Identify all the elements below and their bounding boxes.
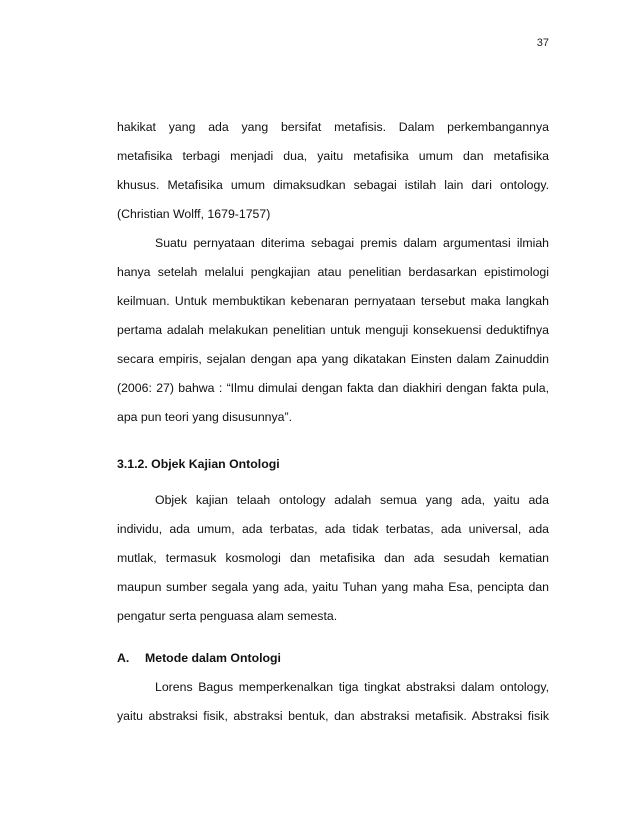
section-heading: 3.1.2. Objek Kajian Ontologi [117, 457, 280, 471]
paragraph-line: Objek kajian telaah ontology adalah semua yang ada, yaitu ada [155, 493, 549, 507]
paragraph-line: Suatu pernyataan diterima sebagai premis dalam argumentasi ilmiah [155, 236, 549, 250]
page-number: 37 [536, 37, 549, 49]
paragraph-line: khusus. Metafisika umum dimaksudkan sebagai istilah lain dari ontology. [117, 178, 549, 192]
paragraph-line: Lorens Bagus memperkenalkan tiga tingkat abstraksi dalam ontology, [155, 680, 549, 694]
paragraph-line: maupun sumber segala yang ada, yaitu Tuhan yang maha Esa, pencipta dan [117, 580, 549, 594]
paragraph-line: mutlak, termasuk kosmologi dan metafisika dan ada sesudah kematian [117, 551, 549, 565]
paragraph-line: secara empiris, sejalan dengan apa yang dikatakan Einsten dalam Zainuddin [117, 352, 549, 366]
paragraph-line: metafisika terbagi menjadi dua, yaitu metafisika umum dan metafisika [117, 149, 549, 163]
paragraph-line: keilmuan. Untuk membuktikan kebenaran pernyataan tersebut maka langkah [117, 294, 549, 308]
paragraph-line: hakikat yang ada yang bersifat metafisis. Dalam perkembangannya [117, 120, 549, 134]
subsection-letter: A. [117, 651, 130, 665]
paragraph-line: pertama adalah melakukan penelitian untuk menguji konsekuensi deduktifnya [117, 323, 549, 337]
paragraph-line: pengatur serta penguasa alam semesta. [117, 609, 338, 623]
paragraph-line: apa pun teori yang disusunnya”. [117, 410, 293, 424]
paragraph-line: (2006: 27) bahwa : “Ilmu dimulai dengan fakta dan diakhiri dengan fakta pula, [117, 381, 549, 395]
subsection-heading [117, 651, 281, 666]
subsection-title: Metode dalam Ontologi [145, 651, 281, 665]
paragraph-line: individu, ada umum, ada terbatas, ada tidak terbatas, ada universal, ada [117, 522, 549, 536]
paragraph-line: hanya setelah melalui pengkajian atau penelitian berdasarkan epistimologi [117, 265, 549, 279]
paragraph-line: yaitu abstraksi fisik, abstraksi bentuk, dan abstraksi metafisik. Abstraksi fisik [117, 709, 549, 723]
paragraph-line: (Christian Wolff, 1679-1757) [117, 207, 271, 221]
